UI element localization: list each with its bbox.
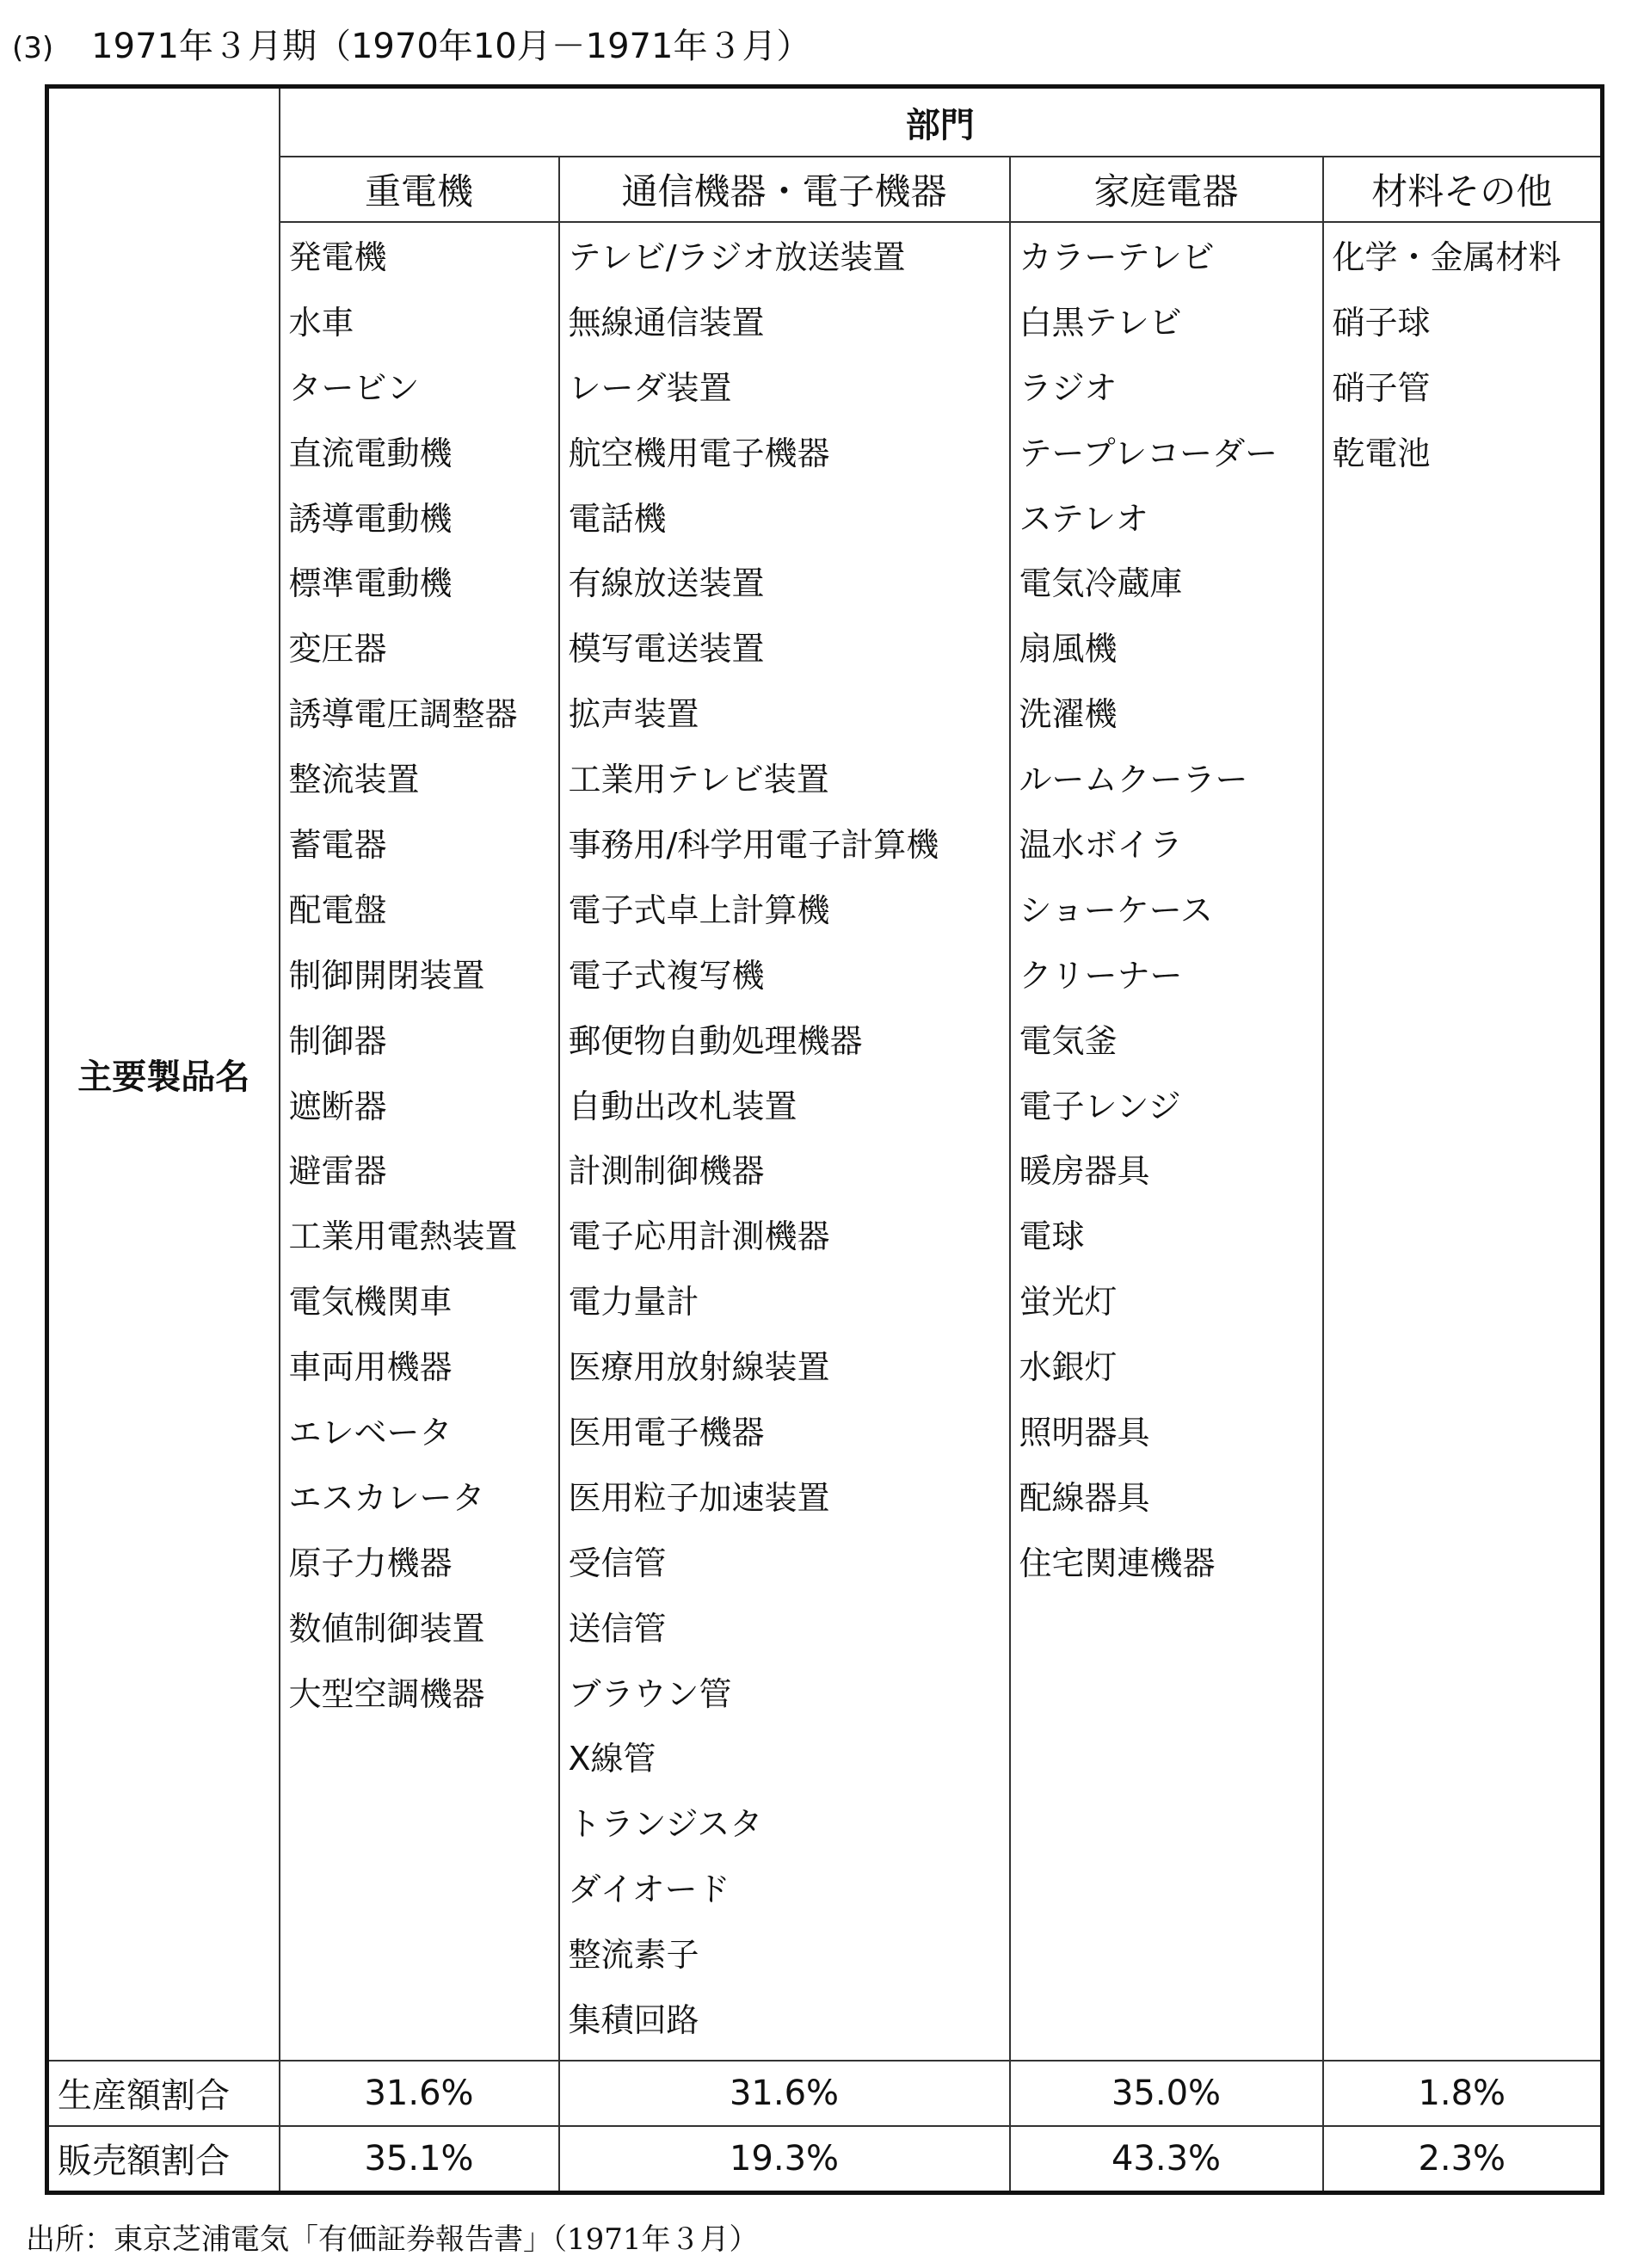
product-list-heavy-electric — [280, 222, 559, 2061]
source-note: 出所：東京芝浦電気「有価証券報告書」（1971年３月） — [26, 2222, 759, 2257]
title-text: 1971年３月期（1970年10月－1971年３月） — [91, 27, 811, 66]
product-item: 電子レンジ — [1019, 1087, 1181, 1125]
product-item: 発電機 — [288, 238, 387, 276]
product-item: 電気釜 — [1019, 1021, 1118, 1060]
product-item: 扇風機 — [1019, 630, 1118, 669]
product-item: 制御器 — [288, 1021, 387, 1060]
sales-share-value: 19.3% — [559, 2126, 1010, 2193]
product-item: 誘導電圧調整器 — [288, 695, 518, 734]
product-item: 受信管 — [568, 1544, 667, 1582]
product-item: 工業用電熱装置 — [288, 1217, 518, 1256]
product-item: 大型空調機器 — [288, 1674, 485, 1713]
document-title — [12, 19, 810, 74]
product-item: 蓄電器 — [288, 826, 387, 865]
product-item: 郵便物自動処理機器 — [568, 1021, 863, 1060]
product-item: ダイオード — [568, 1870, 730, 1909]
product-item: 電力量計 — [568, 1283, 699, 1322]
product-item: 送信管 — [568, 1609, 667, 1648]
product-item: 住宅関連機器 — [1019, 1544, 1216, 1582]
product-item: 制御開閉装置 — [288, 956, 485, 995]
product-item: 医用粒子加速装置 — [568, 1478, 830, 1517]
section-number: (3) — [12, 31, 54, 65]
product-item: X線管 — [568, 1740, 656, 1778]
sales-share-value: 35.1% — [280, 2126, 559, 2193]
product-item: 電球 — [1019, 1217, 1085, 1256]
product-item: 暖房器具 — [1019, 1152, 1150, 1191]
product-item: 事務用/科学用電子計算機 — [568, 826, 939, 865]
product-item: 医療用放射線装置 — [568, 1348, 830, 1387]
product-item: 配線器具 — [1019, 1478, 1150, 1517]
product-item: 白黒テレビ — [1019, 303, 1182, 342]
product-item: 水銀灯 — [1019, 1348, 1118, 1387]
product-item: レーダ装置 — [568, 368, 732, 407]
product-item: ブラウン管 — [568, 1674, 732, 1713]
production-share-value: 1.8% — [1323, 2061, 1603, 2126]
product-item: 整流装置 — [288, 761, 420, 799]
production-share-value: 31.6% — [559, 2061, 1010, 2126]
product-item: 電子式複写機 — [568, 956, 765, 995]
product-item: カラーテレビ — [1019, 238, 1215, 276]
product-item: 模写電送装置 — [568, 630, 765, 669]
product-item: テープレコーダー — [1019, 434, 1278, 472]
product-item: 遮断器 — [288, 1087, 387, 1125]
production-share-value: 31.6% — [280, 2061, 559, 2126]
product-item: トランジスタ — [568, 1805, 763, 1844]
product-item: 誘導電動機 — [288, 499, 453, 538]
sales-share-value: 2.3% — [1323, 2126, 1603, 2193]
product-item: 電子式卓上計算機 — [568, 891, 830, 929]
product-list-materials-other — [1323, 222, 1603, 2061]
product-item: 水車 — [288, 303, 354, 342]
product-item: 温水ボイラ — [1019, 826, 1183, 865]
column-header-heavy-electric: 重電機 — [280, 157, 559, 222]
row-header-products: 主要製品名 — [47, 87, 280, 2061]
product-item: 配電盤 — [288, 891, 387, 929]
product-item: 原子力機器 — [288, 1544, 453, 1582]
product-item: 照明器具 — [1019, 1414, 1150, 1452]
product-item: ラジオ — [1019, 368, 1118, 407]
product-item: 拡声装置 — [568, 695, 699, 734]
product-item: 無線通信装置 — [568, 303, 765, 342]
product-item: 避雷器 — [288, 1152, 387, 1191]
production-share-label: 生産額割合 — [47, 2061, 280, 2126]
product-item: タービン — [288, 368, 420, 407]
product-list-home-appliances — [1010, 222, 1323, 2061]
product-item: 変圧器 — [288, 630, 387, 669]
product-item: クリーナー — [1019, 956, 1183, 995]
product-item: 数値制御装置 — [288, 1609, 485, 1648]
column-header-home-appliances: 家庭電器 — [1010, 157, 1323, 222]
product-list-communication-electronics — [559, 222, 1010, 2061]
product-item: ルームクーラー — [1019, 761, 1248, 799]
sales-share-value: 43.3% — [1010, 2126, 1323, 2193]
column-header-communication-electronics: 通信機器・電子機器 — [559, 157, 1010, 222]
product-item: 集積回路 — [568, 2001, 699, 2040]
product-item: 電気機関車 — [288, 1283, 453, 1322]
product-item: エスカレータ — [288, 1478, 485, 1517]
product-item: 化学・金属材料 — [1332, 238, 1561, 276]
section-header: 部門 — [280, 87, 1603, 157]
product-item: ステレオ — [1019, 499, 1148, 538]
product-item: エレベータ — [288, 1414, 453, 1452]
product-item: 整流素子 — [568, 1936, 699, 1975]
product-item: ショーケース — [1019, 891, 1213, 929]
product-item: テレビ/ラジオ放送装置 — [568, 238, 906, 276]
product-item: 洗濯機 — [1019, 695, 1118, 734]
production-share-value: 35.0% — [1010, 2061, 1323, 2126]
product-item: 自動出改札装置 — [568, 1087, 797, 1125]
product-item: 計測制御機器 — [568, 1152, 765, 1191]
product-item: 航空機用電子機器 — [568, 434, 830, 472]
product-item: 硝子球 — [1332, 303, 1431, 342]
product-item: 電子応用計測機器 — [568, 1217, 830, 1256]
product-item: 電話機 — [568, 499, 667, 538]
product-item: 電気冷蔵庫 — [1019, 564, 1183, 603]
product-item: 硝子管 — [1332, 368, 1431, 407]
product-item: 標準電動機 — [288, 564, 453, 603]
product-item: 工業用テレビ装置 — [568, 761, 829, 799]
product-table — [45, 84, 1604, 2195]
product-item: 乾電池 — [1332, 434, 1431, 472]
product-item: 医用電子機器 — [568, 1414, 765, 1452]
product-item: 蛍光灯 — [1019, 1283, 1118, 1322]
product-item: 有線放送装置 — [568, 564, 765, 603]
product-item: 直流電動機 — [288, 434, 453, 472]
column-header-materials-other: 材料その他 — [1323, 157, 1603, 222]
sales-share-label: 販売額割合 — [47, 2126, 280, 2193]
product-item: 車両用機器 — [288, 1348, 453, 1387]
